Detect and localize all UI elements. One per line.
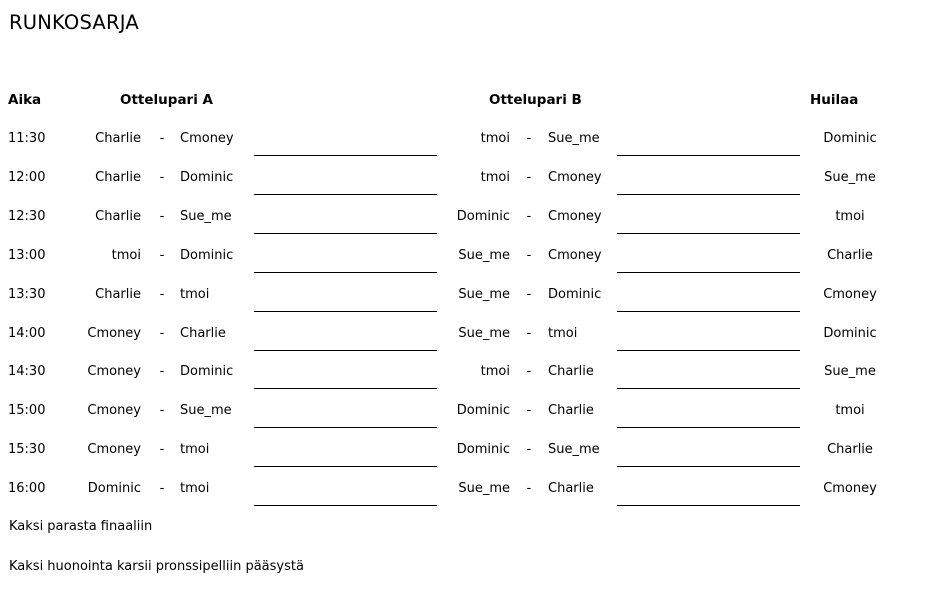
note-bronze: Kaksi huonointa karsii pronssipelliin pääsystä [9,559,304,574]
result-line-a [254,505,437,506]
pair-a-player-1: Charlie [95,131,141,146]
pair-b-player-2: Charlie [548,481,594,496]
result-line-a [254,272,437,273]
pair-b-separator: - [526,131,532,146]
pair-a-separator: - [159,131,165,146]
pair-a-player-2: Dominic [180,248,234,263]
pair-b-separator: - [526,481,532,496]
pair-b-player-1: Dominic [456,442,510,457]
result-line-a [254,311,437,312]
result-line-b [617,427,800,428]
pair-a-player-1: Cmoney [87,364,141,379]
bye-player: tmoi [835,403,865,418]
row-time: 14:00 [8,326,46,341]
bye-player: Cmoney [823,287,877,302]
row-time: 13:30 [8,287,46,302]
pair-a-player-2: Charlie [180,326,226,341]
bye-player: Sue_me [824,364,876,379]
pair-b-player-2: Cmoney [548,170,602,185]
pair-a-separator: - [159,170,165,185]
result-line-a [254,466,437,467]
result-line-b [617,350,800,351]
pair-a-player-2: tmoi [180,442,210,457]
header-pair-a: Ottelupari A [120,92,213,108]
pair-a-player-1: Cmoney [87,326,141,341]
result-line-a [254,350,437,351]
pair-a-player-2: Dominic [180,170,234,185]
bye-player: Cmoney [823,481,877,496]
pair-b-player-2: Sue_me [548,442,600,457]
pair-b-player-2: Dominic [548,287,602,302]
pair-b-player-1: Sue_me [458,248,510,263]
result-line-a [254,233,437,234]
pair-a-player-2: tmoi [180,481,210,496]
result-line-b [617,233,800,234]
result-line-a [254,427,437,428]
pair-b-player-1: Dominic [456,403,510,418]
row-time: 13:00 [8,248,46,263]
pair-a-player-2: Cmoney [180,131,234,146]
pair-a-player-2: Sue_me [180,403,232,418]
result-line-a [254,388,437,389]
pair-b-separator: - [526,209,532,224]
pair-b-separator: - [526,364,532,379]
pair-b-separator: - [526,403,532,418]
result-line-a [254,194,437,195]
row-time: 15:00 [8,403,46,418]
pair-a-player-1: tmoi [111,248,141,263]
pair-b-player-2: tmoi [548,326,578,341]
pair-b-separator: - [526,326,532,341]
pair-a-player-1: Charlie [95,170,141,185]
row-time: 12:00 [8,170,46,185]
pair-b-player-1: Dominic [456,209,510,224]
pair-a-player-1: Dominic [87,481,141,496]
result-line-b [617,155,800,156]
pair-a-separator: - [159,209,165,224]
pair-b-player-2: Charlie [548,364,594,379]
pair-b-player-1: Sue_me [458,481,510,496]
header-pair-b: Ottelupari B [489,92,582,108]
row-time: 12:30 [8,209,46,224]
header-time: Aika [8,92,42,108]
pair-b-separator: - [526,248,532,263]
pair-a-separator: - [159,287,165,302]
pair-a-separator: - [159,326,165,341]
pair-b-player-2: Sue_me [548,131,600,146]
pair-b-player-2: Charlie [548,403,594,418]
bye-player: tmoi [835,209,865,224]
pair-a-separator: - [159,481,165,496]
pair-b-player-1: tmoi [480,364,510,379]
bye-player: Charlie [827,248,873,263]
row-time: 14:30 [8,364,46,379]
result-line-b [617,272,800,273]
row-time: 15:30 [8,442,46,457]
pair-a-player-1: Cmoney [87,403,141,418]
bye-player: Sue_me [824,170,876,185]
result-line-b [617,311,800,312]
pair-b-player-1: Sue_me [458,287,510,302]
header-bye: Huilaa [810,92,859,108]
row-time: 11:30 [8,131,46,146]
result-line-b [617,388,800,389]
pair-a-player-1: Cmoney [87,442,141,457]
result-line-b [617,194,800,195]
bye-player: Charlie [827,442,873,457]
bye-player: Dominic [823,326,877,341]
pair-b-player-1: tmoi [480,131,510,146]
result-line-b [617,466,800,467]
row-time: 16:00 [8,481,46,496]
result-line-b [617,505,800,506]
pair-b-player-2: Cmoney [548,209,602,224]
pair-a-player-1: Charlie [95,209,141,224]
pair-b-separator: - [526,170,532,185]
pair-b-separator: - [526,442,532,457]
pair-a-separator: - [159,364,165,379]
pair-a-separator: - [159,442,165,457]
page-title: RUNKOSARJA [9,11,139,34]
pair-b-player-1: Sue_me [458,326,510,341]
result-line-a [254,155,437,156]
pair-a-separator: - [159,403,165,418]
pair-a-player-2: Dominic [180,364,234,379]
bye-player: Dominic [823,131,877,146]
pair-a-player-2: Sue_me [180,209,232,224]
note-finals: Kaksi parasta finaaliin [9,519,153,534]
pair-a-player-1: Charlie [95,287,141,302]
pair-b-player-2: Cmoney [548,248,602,263]
pair-a-separator: - [159,248,165,263]
pair-b-player-1: tmoi [480,170,510,185]
pair-a-player-2: tmoi [180,287,210,302]
pair-b-separator: - [526,287,532,302]
